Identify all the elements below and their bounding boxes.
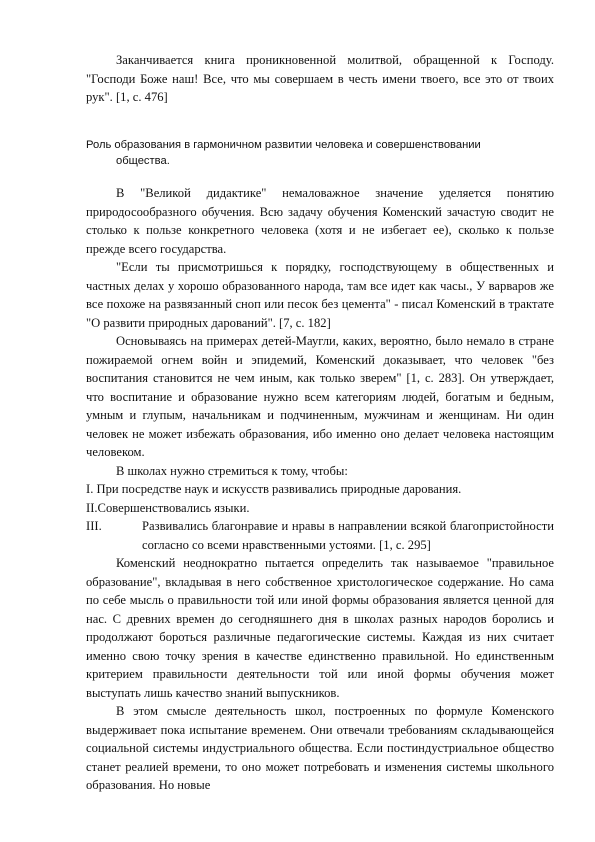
list-item-2-number: II. [86, 500, 98, 515]
list-item-3-number: III. [86, 519, 102, 533]
paragraph-2: "Если ты присмотришься к порядку, господствующему в общественных и частных делах у хорошо образованного народа, там все идет как часы., У варваров же все похоже на развязанный сноп или песок без цемента" - писал Коменский в трактате "О развити природных дарований". [7, с. 182] [86, 260, 554, 330]
section-heading [86, 137, 554, 169]
intro-section [86, 51, 554, 107]
body-section [86, 184, 554, 795]
list-item-1 [86, 480, 554, 499]
paragraph-3: Основываясь на примерах детей-Маугли, каких, вероятно, было немало в стране пожираемой огнем войн и эпидемий, Коменский доказывает, что человек "без воспитания становится не чем иным, как только зверем" [1, с. 283]. Он утверждает, что воспитание и образование нужно всем категориям людей, богатым и бедным, умным и глупым, начальникам и подчиненным, мужчинам и женщинам. Ни один человек не может избежать образования, ибо именно оно делает человека настоящим человеком. [86, 334, 554, 459]
paragraph-5: Коменский неоднократно пытается определить так называемое "правильное образование", вкладывая в него собственное христологическое содержание. Но сама по себе мысль о правильности той или иной формы образования является ценной для нас. С древних времен до сегодняшнего дня в школах разных народов боролись и продолжают бороться различные педагогические системы. Каждая из них считает именно свою точку зрения в качестве единственно правильной. Но единственным критерием правильности деятельности той или иной формы обучения может выступать лишь качество знаний выпускников. [86, 556, 554, 700]
list-item-2 [86, 499, 554, 518]
intro-paragraph: Заканчивается книга проникновенной молитвой, обращенной к Господу. "Господи Боже наш! Все, что мы совершаем в честь имени твоего, все это от твоих рук". [1, с. 476] [86, 53, 554, 104]
list-item-2-text: Совершенствовались языки. [97, 500, 250, 515]
list-item-1-number: I. [86, 482, 94, 496]
paragraph-6: В этом смысле деятельность школ, построенных по формуле Коменского выдерживает пока испытание временем. Они отвечали требованиям складывающейся социальной системы индустриального общества. Если постиндустриальное общество станет реалией времени, то оно может потребовать и изменения системы школьного образования. Но новые [86, 704, 554, 792]
paragraph-1: В "Великой дидактике" немаловажное значение уделяется понятию природосообразного обучения. Всю задачу обучения Коменский зачастую сводит не столько к пользе конкретного человека (хотя и не избегает ее), сколько к пользе прежде всего государства. [86, 186, 554, 256]
section-heading-line1: Роль образования в гармоничном развитии человека и совершенствовании [86, 139, 481, 151]
list-item-3-text: Развивались благонравие и нравы в направлении всякой благопристойности согласно со всеми нравственными устоями. [1, с. 295] [142, 519, 554, 552]
list-item-3 [86, 517, 554, 554]
paragraph-4: В школах нужно стремиться к тому, чтобы: [116, 463, 348, 478]
list-item-1-text: При посредстве наук и искусств развивались природные дарования. [96, 482, 462, 496]
section-heading-line2: общества. [116, 155, 170, 167]
